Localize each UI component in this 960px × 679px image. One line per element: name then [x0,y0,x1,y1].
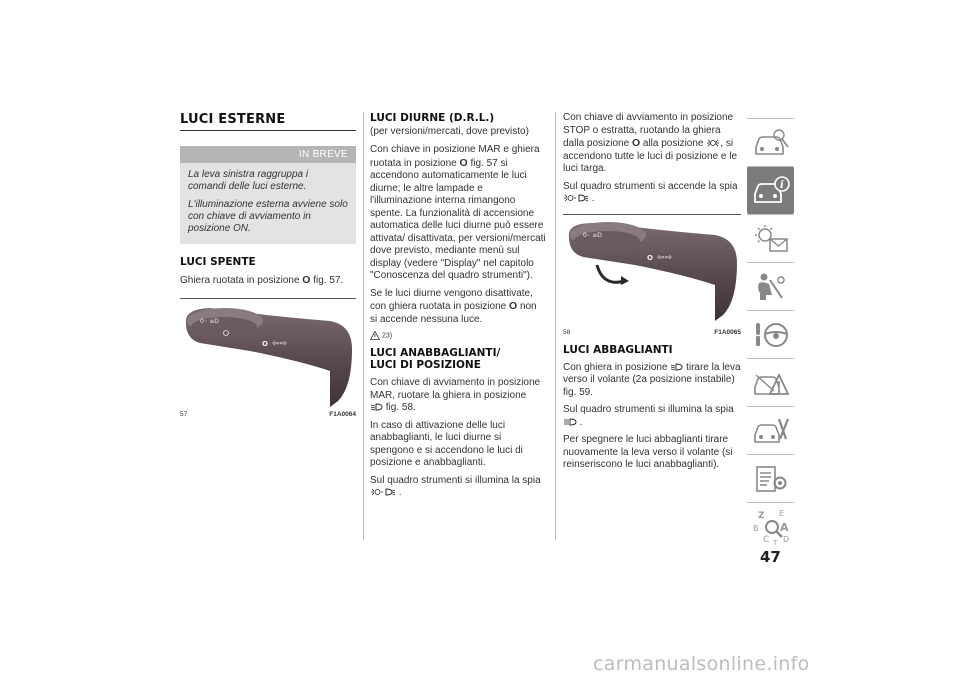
light-lever-rotate-illustration [563,215,741,327]
text-span: Se le luci diurne vengono disattivate, con ghiera ruotata in posizione [370,287,533,312]
body-paragraph [563,362,741,400]
figure-57 [180,298,356,418]
title-line: LUCI ANABBAGLIANTI/ [370,347,501,359]
text-span: fig. 58. [385,402,416,413]
svg-text:⇦⇨: ⇦⇨ [657,252,673,263]
position-o-symbol: O [302,274,311,286]
text-span: fig. 57 si accendono automaticamente le luci diurne; le altre lampade e l'illuminazione interna rimangono spente. La funzionalità di accensione automatica delle luci diurne può essere attivata/ disattivata, per versioni/mercati dove previsto, mediante menù sul display (vedere "Display" nel capitolo "Conoscenza del quadro strumenti"). [370,157,546,281]
in-brief-box [180,146,356,244]
in-brief-paragraph: L'illuminazione esterna avviene solo con chiave di avviamento in posizione ON. [188,199,348,234]
car-info-icon [752,175,790,207]
subsection-title: LUCI DIURNE (D.R.L.) [370,112,495,124]
position-lights-icon [706,139,720,147]
index-letter: A [779,520,789,534]
text-span: Con chiave in posizione MAR e ghiera ruotata in posizione [370,144,540,169]
figure-caption [180,409,356,418]
figure-number: 58 [563,328,571,336]
subtitle: (per versioni/mercati, dove previsto) [370,126,529,137]
watermark: carmanualsonline.info [593,653,810,675]
body-paragraph: Per spegnere le luci abbaglianti tirare nuovamente la leva verso il volante (si reinseriscono le luci anabbaglianti). [563,434,733,470]
body-paragraph [563,112,741,176]
info-letter: i [779,179,784,191]
low-beam-icon [670,363,683,371]
car-dashboard-icon [752,127,790,159]
subsection-title: LUCI SPENTE [180,256,256,268]
high-beam-icon [563,418,577,426]
body-paragraph [563,404,741,429]
text-span: Sul quadro strumenti si illumina la spia [370,474,541,486]
index-letter: B [752,523,758,533]
technical-data-icon [752,463,790,495]
svg-text:O: O [647,253,653,262]
chapter-tab-knowledge[interactable] [747,166,794,214]
figure-code: F1A0065 [714,328,741,336]
text-span: Con ghiera in posizione [563,361,668,373]
low-beam-icon [370,403,383,411]
svg-text:0◦ ≡D: 0◦ ≡D [583,231,602,239]
safety-icon [752,271,790,303]
subsection-title: LUCI ABBAGLIANTI [563,343,673,356]
column-1 [180,112,356,418]
subsection-title [370,347,546,371]
position-o-symbol: O [508,300,518,312]
svg-text:⇦⇨: ⇦⇨ [272,338,288,349]
chapter-tab-maintenance[interactable] [747,406,794,454]
body-paragraph [370,377,546,415]
text-span: , si accendono tutte le luci di posizione e le luci targa. [563,138,738,174]
text-span: fig. 57. [313,275,344,286]
chapter-tab-warnings[interactable] [747,214,794,262]
svg-text:O: O [262,339,268,348]
figure-code: F1A0064 [329,410,356,418]
body-paragraph [370,475,546,500]
breakdown-icon [752,367,790,399]
text-span: Sul quadro strumenti si accende la spia [563,180,738,192]
figure-58 [563,214,741,336]
text-span: . [398,487,402,498]
chapter-tab-emergency[interactable] [747,358,794,406]
section-title: LUCI ESTERNE [180,112,286,127]
index-letter: C [762,534,769,545]
text-span: Con chiave di avviamento in posizione MAR, ruotare la ghiera in posizione [370,377,541,401]
warning-light-icon [752,223,790,255]
chapter-tab-starting[interactable] [747,310,794,358]
body-paragraph [370,144,546,283]
steering-wheel-icon [752,319,790,351]
title-line: LUCI DI POSIZIONE [370,359,481,371]
body-paragraph [180,274,356,288]
warning-triangle-icon [370,331,380,340]
chapter-tab-index[interactable] [747,502,794,550]
text-span: . [579,416,583,428]
text-span: Con chiave di avviamento in posizione STOP o estratta, ruotando la ghiera dalla posizione [563,112,734,149]
text-span: . [591,193,595,204]
index-letter: E [778,508,784,518]
chapter-tab-safety[interactable] [747,262,794,310]
in-brief-title: IN BREVE [180,146,356,163]
chapter-tab-technical-data[interactable] [747,454,794,502]
index-letter: Z [757,510,765,521]
text-span: alla posizione [640,138,704,149]
maintenance-icon [752,415,790,447]
index-icon [751,507,791,547]
page-number: 47 [760,548,781,566]
position-o-symbol: O [459,156,468,169]
column-2 [370,112,546,500]
chapter-sidebar [747,118,794,550]
column-divider [363,112,364,540]
body-paragraph [563,181,741,206]
chapter-tab-dashboard[interactable] [747,118,794,166]
body-paragraph: In caso di attivazione delle luci anabbaglianti, le luci diurne si spengono e si accendono le luci di posizione e anabbaglianti. [370,419,523,468]
index-letter: D [782,534,789,544]
warning-reference [370,331,546,340]
text-span: Sul quadro strumenti si illumina la spia [563,404,734,415]
text-span: tirare la leva verso il volante (2a posizione instabile) fig. 59. [563,361,741,398]
index-letter: T [772,538,777,547]
light-lever-illustration [180,299,356,409]
column-divider [555,112,556,540]
text-span: Ghiera ruotata in posizione [180,275,303,286]
text-span: non si accende nessuna luce. [370,301,537,325]
position-low-beam-warning-icon [370,488,396,496]
position-low-beam-warning-icon [563,194,589,202]
title-rule [180,130,356,131]
figure-caption [563,327,741,336]
figure-number: 57 [180,410,188,418]
position-o-symbol: O [631,137,641,149]
warning-ref-number: 23) [381,332,393,340]
body-paragraph [370,288,546,327]
column-3 [563,112,741,472]
svg-text:0◦ ≡D: 0◦ ≡D [200,317,219,325]
in-brief-paragraph: La leva sinistra raggruppa i comandi delle luci esterne. [188,169,309,192]
